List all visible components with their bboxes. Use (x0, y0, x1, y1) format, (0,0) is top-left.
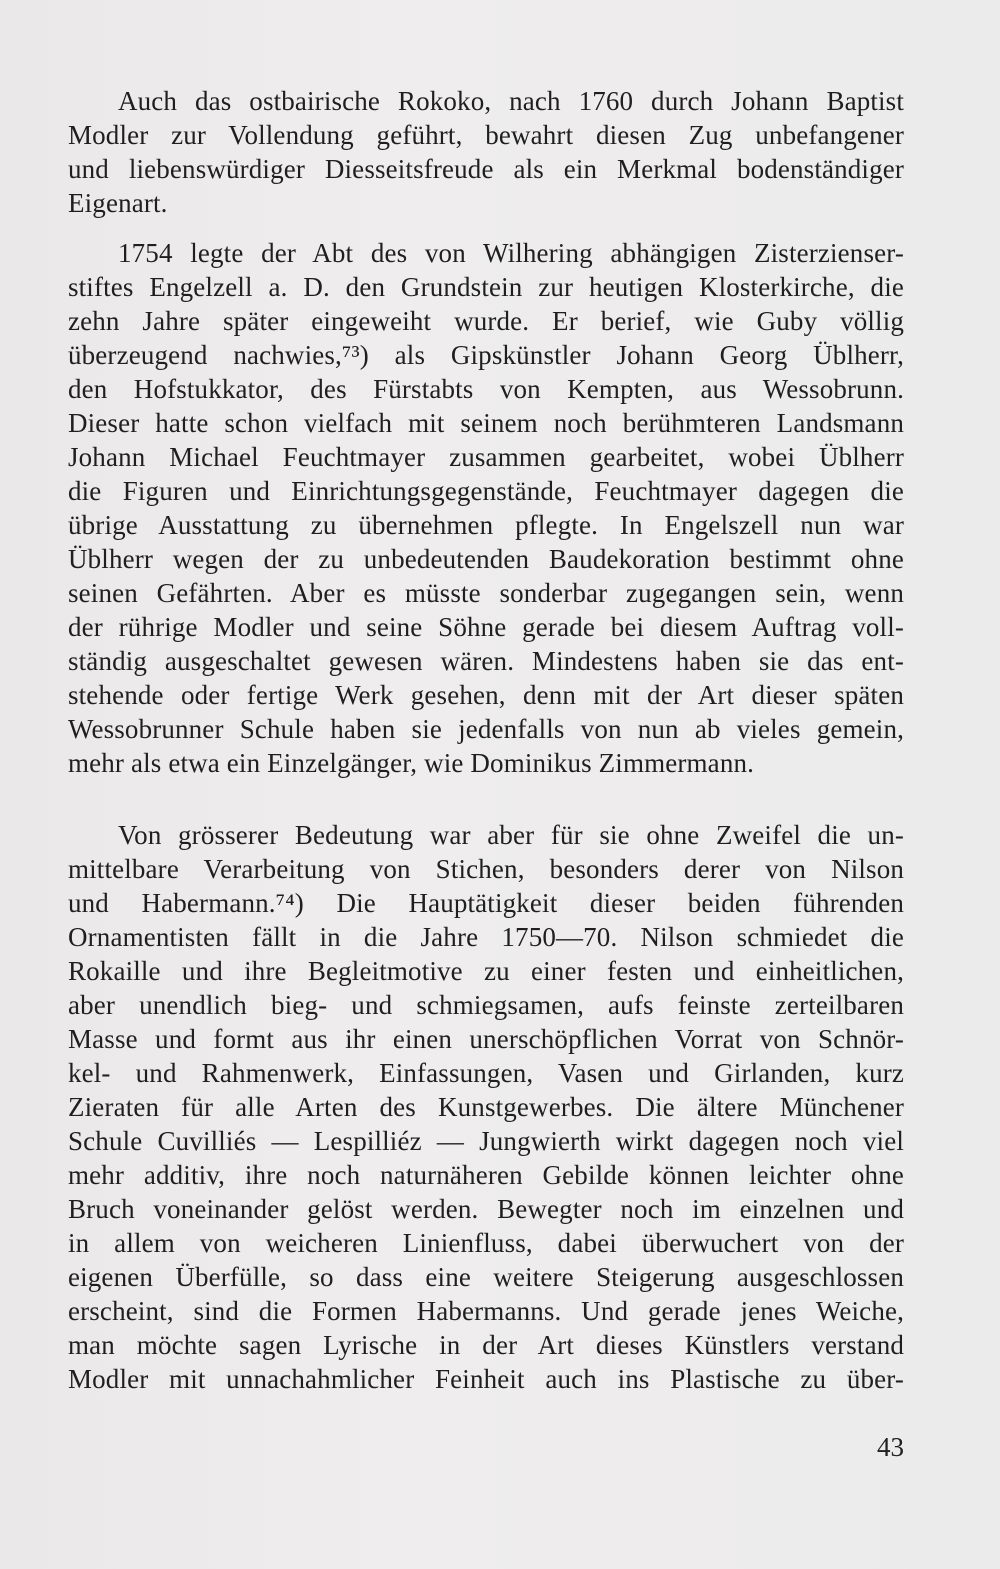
text-line: in allem von weicheren Linienfluss, dabei überwuchert von der (68, 1228, 904, 1258)
text-line: ständig ausgeschaltet gewesen wären. Mindestens haben sie das ent- (68, 646, 904, 676)
text-line: Modler mit unnachahmlicher Feinheit auch ins Plastische zu über- (68, 1364, 904, 1394)
text-line: Üblherr wegen der zu unbedeutenden Baudekoration bestimmt ohne (68, 544, 904, 574)
text-line: Ornamentisten fällt in die Jahre 1750—70. Nilson schmiedet die (68, 922, 904, 952)
text-line: Johann Michael Feuchtmayer zusammen gearbeitet, wobei Üblherr (68, 442, 904, 472)
text-line: Schule Cuvilliés — Lespilliéz — Jungwierth wirkt dagegen noch viel (68, 1126, 904, 1156)
text-line: der rührige Modler und seine Söhne gerade bei diesem Auftrag voll- (68, 612, 904, 642)
text-line: man möchte sagen Lyrische in der Art dieses Künstlers verstand (68, 1330, 904, 1360)
text-line: stiftes Engelzell a. D. den Grundstein zur heutigen Klosterkirche, die (68, 272, 904, 302)
text-line: und Habermann.⁷⁴) Die Hauptätigkeit dieser beiden führenden (68, 888, 904, 918)
text-line: Bruch voneinander gelöst werden. Bewegter noch im einzelnen und (68, 1194, 904, 1224)
text-line: mittelbare Verarbeitung von Stichen, besonders derer von Nilson (68, 854, 904, 884)
text-line: stehende oder fertige Werk gesehen, denn mit der Art dieser späten (68, 680, 904, 710)
text-line: seinen Gefährten. Aber es müsste sonderbar zugegangen sein, wenn (68, 578, 904, 608)
text-line: und liebenswürdiger Diesseitsfreude als ein Merkmal bodenständiger (68, 154, 904, 184)
paragraph-2 (68, 236, 904, 780)
text-line: mehr als etwa ein Einzelgänger, wie Dominikus Zimmermann. (68, 748, 755, 778)
text-line: aber unendlich bieg- und schmiegsamen, aufs feinste zerteilbaren (68, 990, 904, 1020)
text-line: Zieraten für alle Arten des Kunstgewerbes. Die ältere Münchener (68, 1092, 904, 1122)
text-line: Dieser hatte schon vielfach mit seinem noch berühmteren Landsmann (68, 408, 904, 438)
text-line: eigenen Überfülle, so dass eine weitere Steigerung ausgeschlossen (68, 1262, 904, 1292)
paragraph-3 (68, 818, 904, 1396)
text-line: kel- und Rahmenwerk, Einfassungen, Vasen und Girlanden, kurz (68, 1058, 904, 1088)
text-line: mehr additiv, ihre noch naturnäheren Gebilde können leichter ohne (68, 1160, 904, 1190)
text-line: Wessobrunner Schule haben sie jedenfalls von nun ab vieles gemein, (68, 714, 904, 744)
text-line: Masse und formt aus ihr einen unerschöpflichen Vorrat von Schnör- (68, 1024, 904, 1054)
text-line: überzeugend nachwies,⁷³) als Gipskünstler Johann Georg Üblherr, (68, 340, 904, 370)
text-line: Modler zur Vollendung geführt, bewahrt diesen Zug unbefangener (68, 120, 904, 150)
text-line: den Hofstukkator, des Fürstabts von Kempten, aus Wessobrunn. (68, 374, 904, 404)
text-line: zehn Jahre später eingeweiht wurde. Er berief, wie Guby völlig (68, 306, 904, 336)
text-line: Von grösserer Bedeutung war aber für sie ohne Zweifel die un- (118, 820, 904, 850)
text-line: Auch das ostbairische Rokoko, nach 1760 durch Johann Baptist (118, 86, 904, 116)
text-line: Eigenart. (68, 188, 168, 218)
text-line: erscheint, sind die Formen Habermanns. Und gerade jenes Weiche, (68, 1296, 904, 1326)
text-line: die Figuren und Einrichtungsgegenstände, Feuchtmayer dagegen die (68, 476, 904, 506)
text-line: Rokaille und ihre Begleitmotive zu einer festen und einheitlichen, (68, 956, 904, 986)
paragraph-1 (68, 84, 904, 220)
text-line: übrige Ausstattung zu übernehmen pflegte. In Engelszell nun war (68, 510, 904, 540)
text-line: 1754 legte der Abt des von Wilhering abhängigen Zisterzienser- (118, 238, 904, 268)
page-number: 43 (877, 1432, 904, 1462)
